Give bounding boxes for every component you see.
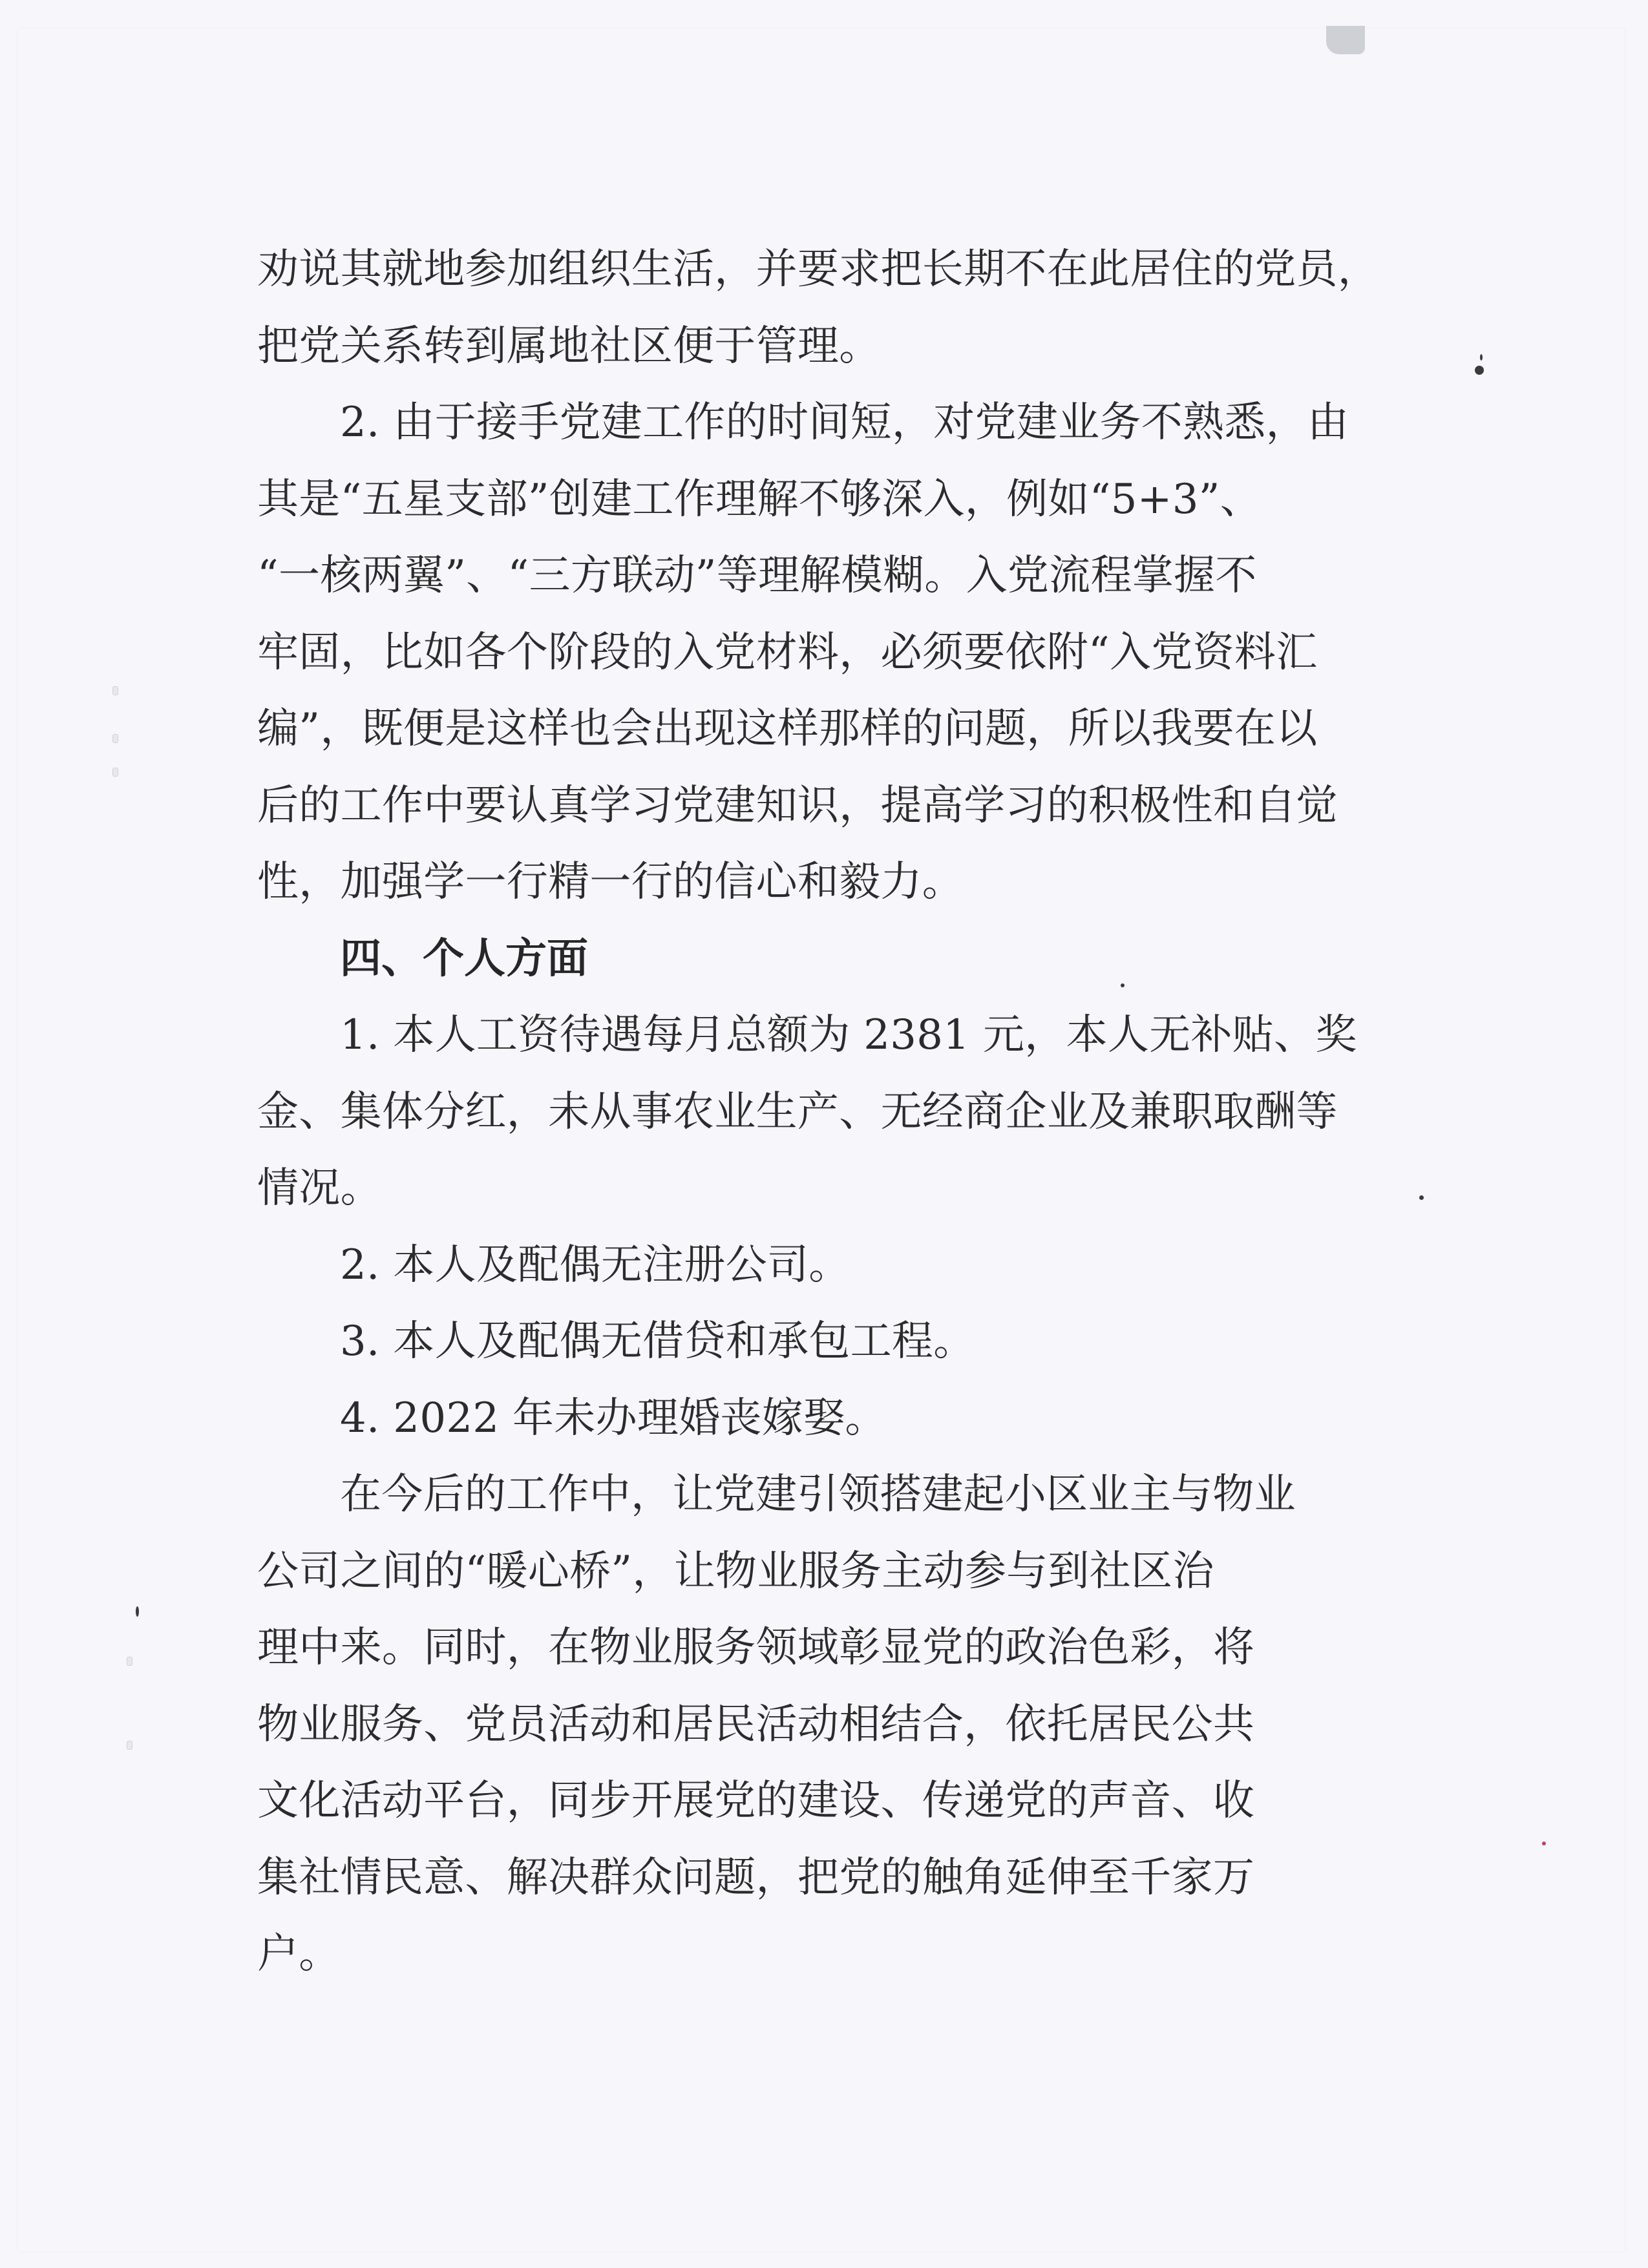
text-line: 理中来。同时，在物业服务领域彰显党的政治色彩，将 — [257, 1624, 1255, 1672]
punch-hole-mark — [112, 768, 118, 777]
paragraph-item-1 — [257, 997, 1421, 1227]
document-body — [257, 231, 1421, 1993]
punch-hole-mark — [112, 734, 118, 743]
text-line: “一核两翼”、“三方联动”等理解模糊。入党流程掌握不 — [257, 552, 1257, 600]
text-line: 劝说其就地参加组织生活，并要求把长期不在此居住的党员， — [257, 246, 1380, 293]
paragraph-item-2-personal: 2. 本人及配偶无注册公司。 — [340, 1241, 850, 1289]
paragraph-item-4-personal: 4. 2022 年未办理婚丧嫁娶。 — [340, 1394, 887, 1442]
paragraph-closing — [257, 1456, 1421, 1993]
scan-speck — [1419, 1195, 1424, 1200]
section-heading: 四、个人方面 — [340, 934, 588, 983]
text-line: 性，加强学一行精一行的信心和毅力。 — [257, 858, 964, 906]
text-line: 后的工作中要认真学习党建知识，提高学习的积极性和自觉 — [257, 781, 1338, 830]
text-line: 情况。 — [257, 1164, 382, 1212]
punch-hole-mark — [127, 1657, 132, 1666]
text-line: 公司之间的“暖心桥”，让物业服务主动参与到社区治 — [257, 1547, 1214, 1595]
text-line: 金、集体分红，未从事农业生产、无经商企业及兼职取酬等 — [257, 1087, 1338, 1136]
scan-speck — [1121, 983, 1125, 987]
text-line: 1. 本人工资待遇每月总额为 2381 元，本人无补贴、奖 — [340, 1011, 1357, 1059]
paragraph-continuation — [257, 231, 1421, 384]
text-line: 户。 — [257, 1930, 341, 1978]
scan-speck — [1480, 354, 1483, 361]
text-line: 物业服务、党员活动和居民活动相结合，依托居民公共 — [257, 1700, 1255, 1748]
scan-corner-shadow — [1326, 26, 1365, 54]
text-line: 把党关系转到属地社区便于管理。 — [257, 322, 881, 370]
text-line: 在今后的工作中，让党建引领搭建起小区业主与物业 — [340, 1471, 1296, 1518]
text-line: 文化活动平台，同步开展党的建设、传递党的声音、收 — [257, 1777, 1255, 1825]
punch-hole-mark — [127, 1741, 132, 1750]
scan-speck — [1542, 1842, 1546, 1845]
paragraph-item-2 — [257, 384, 1421, 921]
text-line: 集社情民意、解决群众问题，把党的触角延伸至千家万 — [257, 1853, 1255, 1902]
punch-hole-mark — [112, 686, 118, 695]
paragraph-item-3-personal: 3. 本人及配偶无借贷和承包工程。 — [340, 1318, 975, 1365]
text-line: 牢固，比如各个阶段的入党材料，必须要依附“入党资料汇 — [257, 628, 1318, 677]
text-line: 编”，既便是这样也会出现这样那样的问题，所以我要在以 — [257, 705, 1318, 753]
text-line: 其是“五星支部”创建工作理解不够深入，例如“5+3”、 — [257, 475, 1262, 523]
scan-speck — [136, 1606, 139, 1617]
text-line: 2. 由于接手党建工作的时间短，对党建业务不熟悉，由 — [340, 399, 1349, 446]
scan-speck — [1475, 366, 1484, 375]
